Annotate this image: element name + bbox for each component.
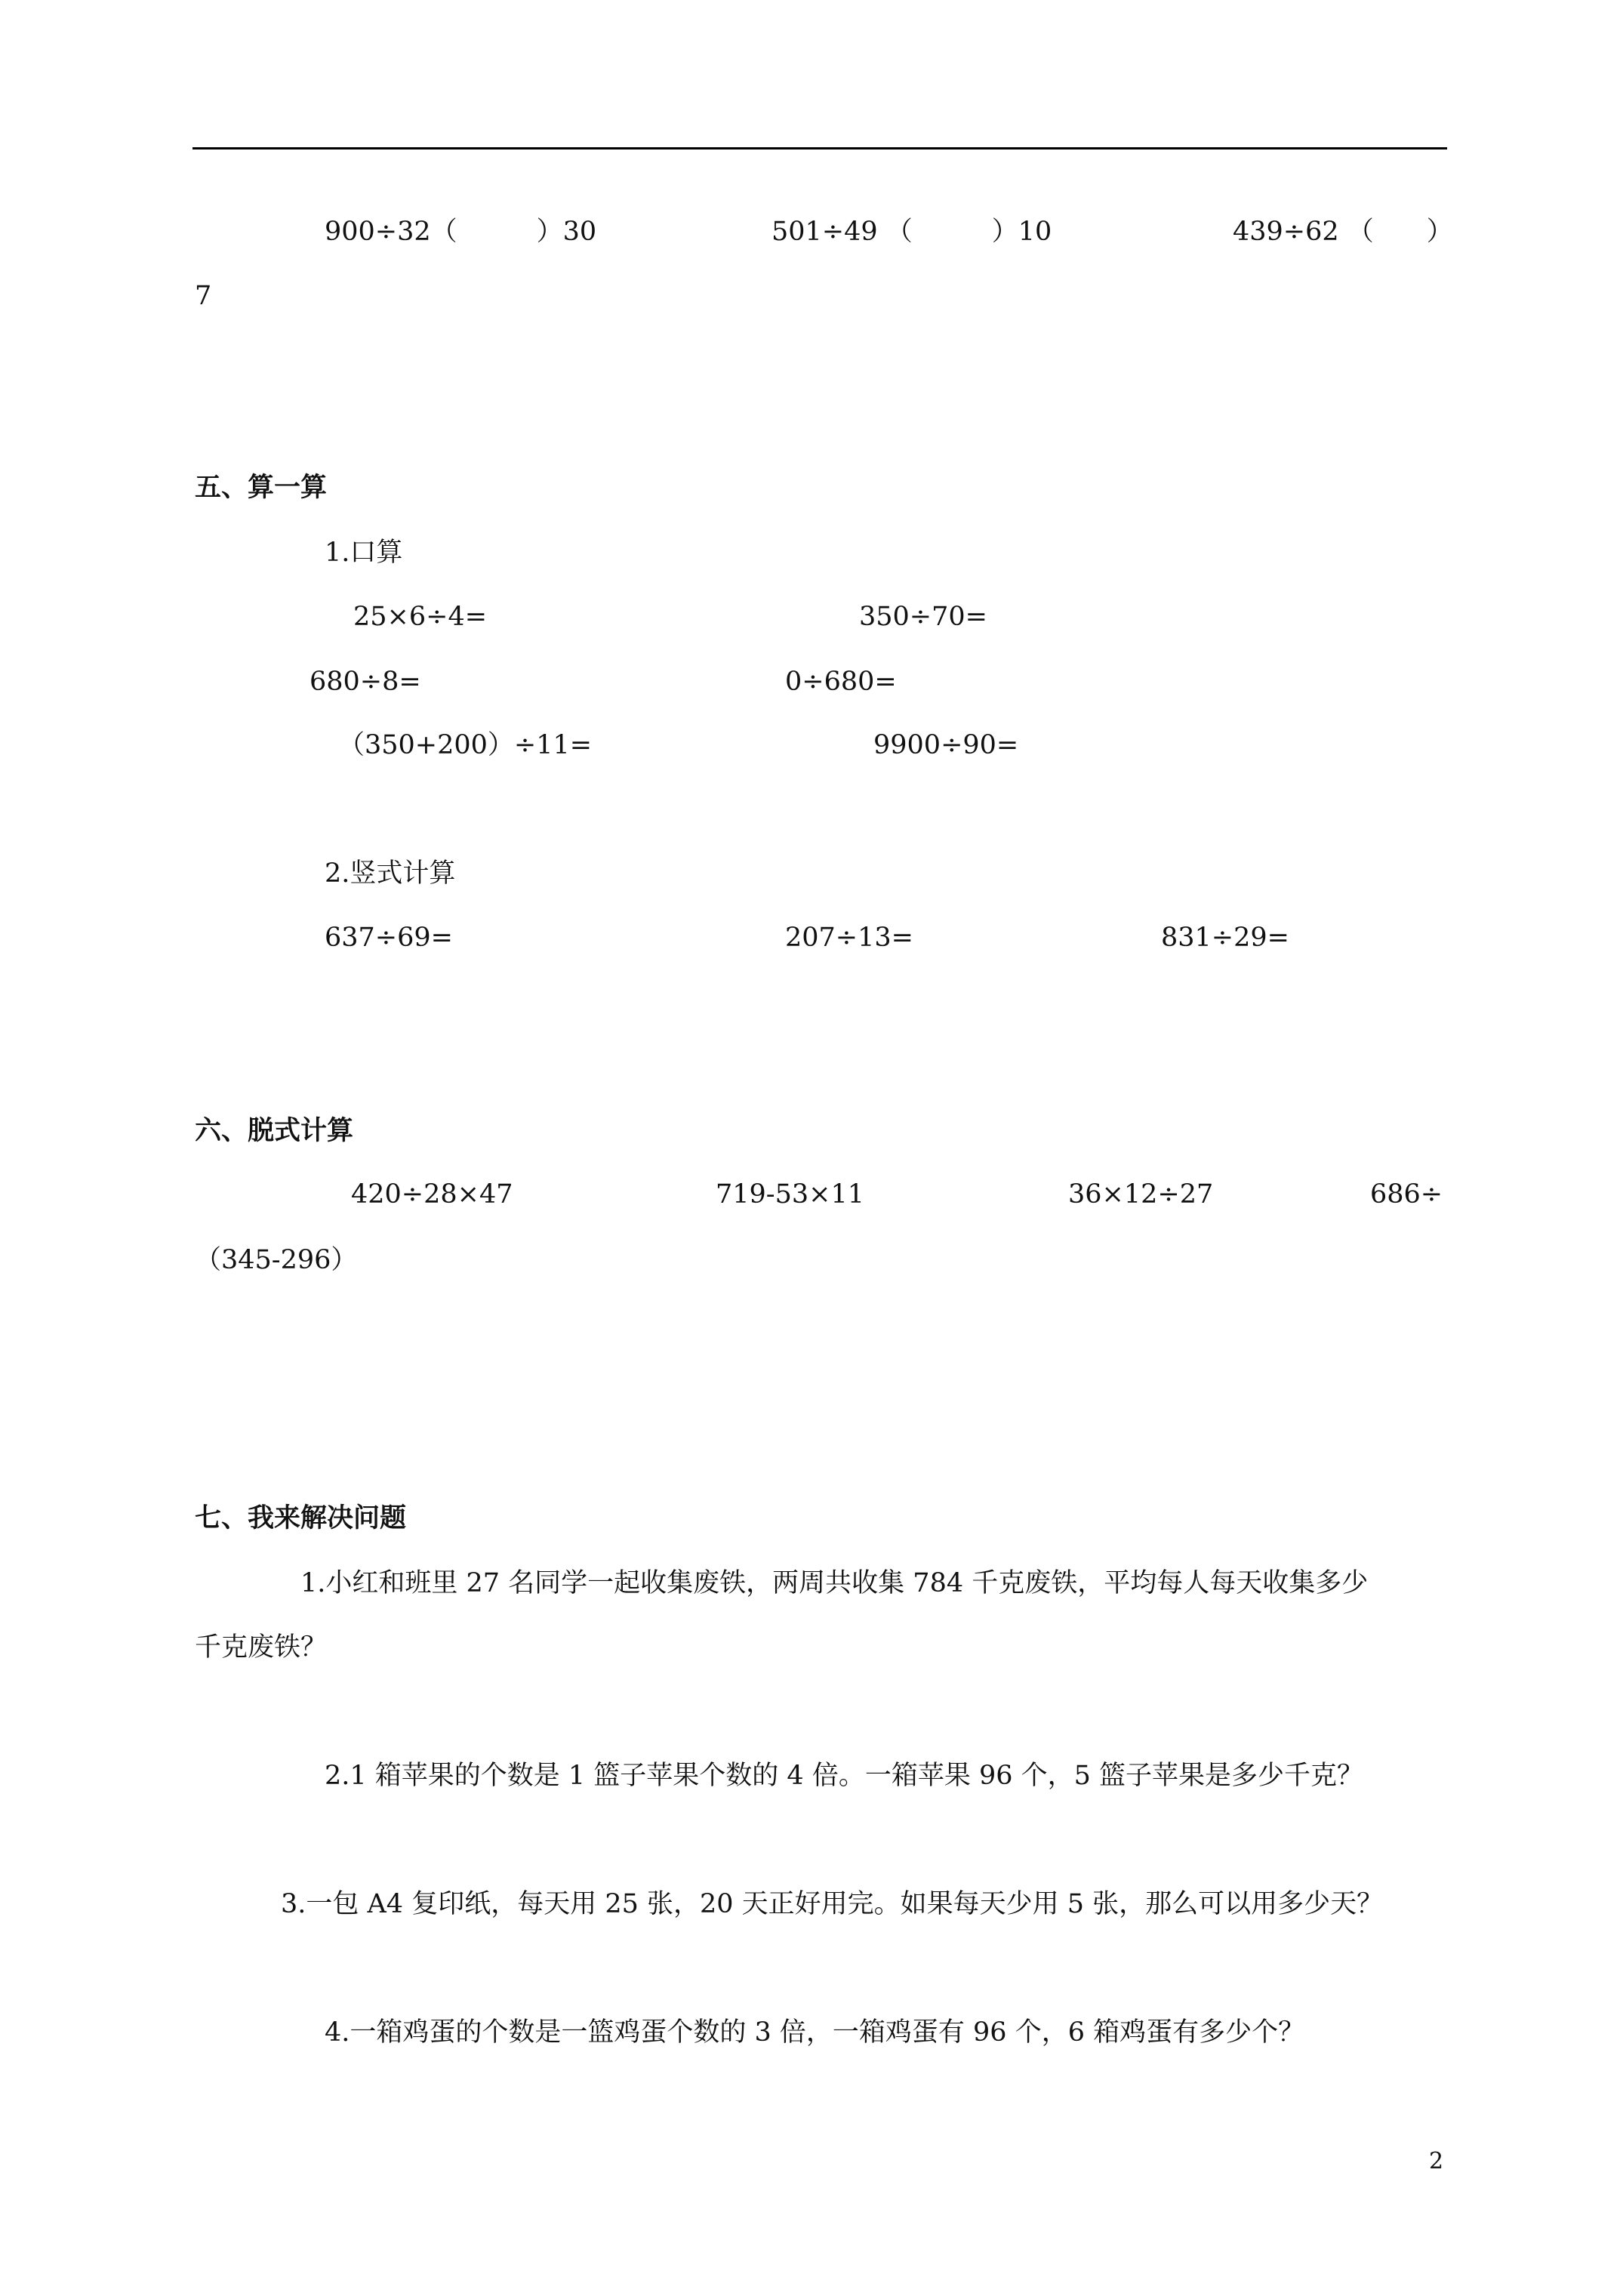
compare-item-3-wrap: 7 <box>195 281 212 311</box>
vertical-item-1: 637÷69= <box>325 923 453 953</box>
oral-item-2: 350÷70= <box>859 602 987 632</box>
problem-4: 4.一箱鸡蛋的个数是一篮鸡蛋个数的 3 倍，一箱鸡蛋有 96 个，6 箱鸡蛋有多少个？ <box>325 2017 1305 2048</box>
section-5-title: 五、算一算 <box>195 472 328 503</box>
section-5-sub2-title: 2.竖式计算 <box>325 858 456 889</box>
problem-3: 3.一包 A4 复印纸，每天用 25 张，20 天正好用完。如果每天少用 5 张，那么可以用多少天？ <box>281 1889 1384 1919</box>
stepwise-item-4: 686÷ <box>1370 1179 1443 1210</box>
compare-item-1: 900÷32（ ）30 <box>325 217 597 247</box>
vertical-item-2: 207÷13= <box>785 923 913 953</box>
stepwise-item-1: 420÷28×47 <box>351 1179 513 1210</box>
compare-item-3: 439÷62 （ ） <box>1233 217 1453 247</box>
page-number: 2 <box>1429 2148 1444 2174</box>
stepwise-item-2: 719-53×11 <box>716 1179 865 1210</box>
oral-item-3: 680÷8= <box>310 667 421 697</box>
oral-item-1: 25×6÷4= <box>353 602 488 632</box>
oral-item-6: 9900÷90= <box>873 730 1019 760</box>
section-5-sub1-title: 1.口算 <box>325 538 403 568</box>
stepwise-item-3: 36×12÷27 <box>1068 1179 1214 1210</box>
stepwise-item-4-wrap: （345-296） <box>195 1245 358 1275</box>
problem-2: 2.1 箱苹果的个数是 1 篮子苹果个数的 4 倍。一箱苹果 96 个，5 篮子苹果是多少千克？ <box>325 1761 1364 1791</box>
oral-item-5: （350+200）÷11= <box>338 730 593 760</box>
oral-item-4: 0÷680= <box>785 667 897 697</box>
problem-1-line-2: 千克废铁？ <box>195 1632 328 1663</box>
vertical-item-3: 831÷29= <box>1161 923 1289 953</box>
header-rule <box>192 147 1447 149</box>
problem-1-line-1: 1.小红和班里 27 名同学一起收集废铁，两周共收集 784 千克废铁，平均每人每天收集多少 <box>300 1568 1369 1598</box>
section-6-title: 六、脱式计算 <box>195 1115 354 1146</box>
compare-item-2: 501÷49 （ ）10 <box>771 217 1052 247</box>
section-7-title: 七、我来解决问题 <box>195 1502 407 1533</box>
